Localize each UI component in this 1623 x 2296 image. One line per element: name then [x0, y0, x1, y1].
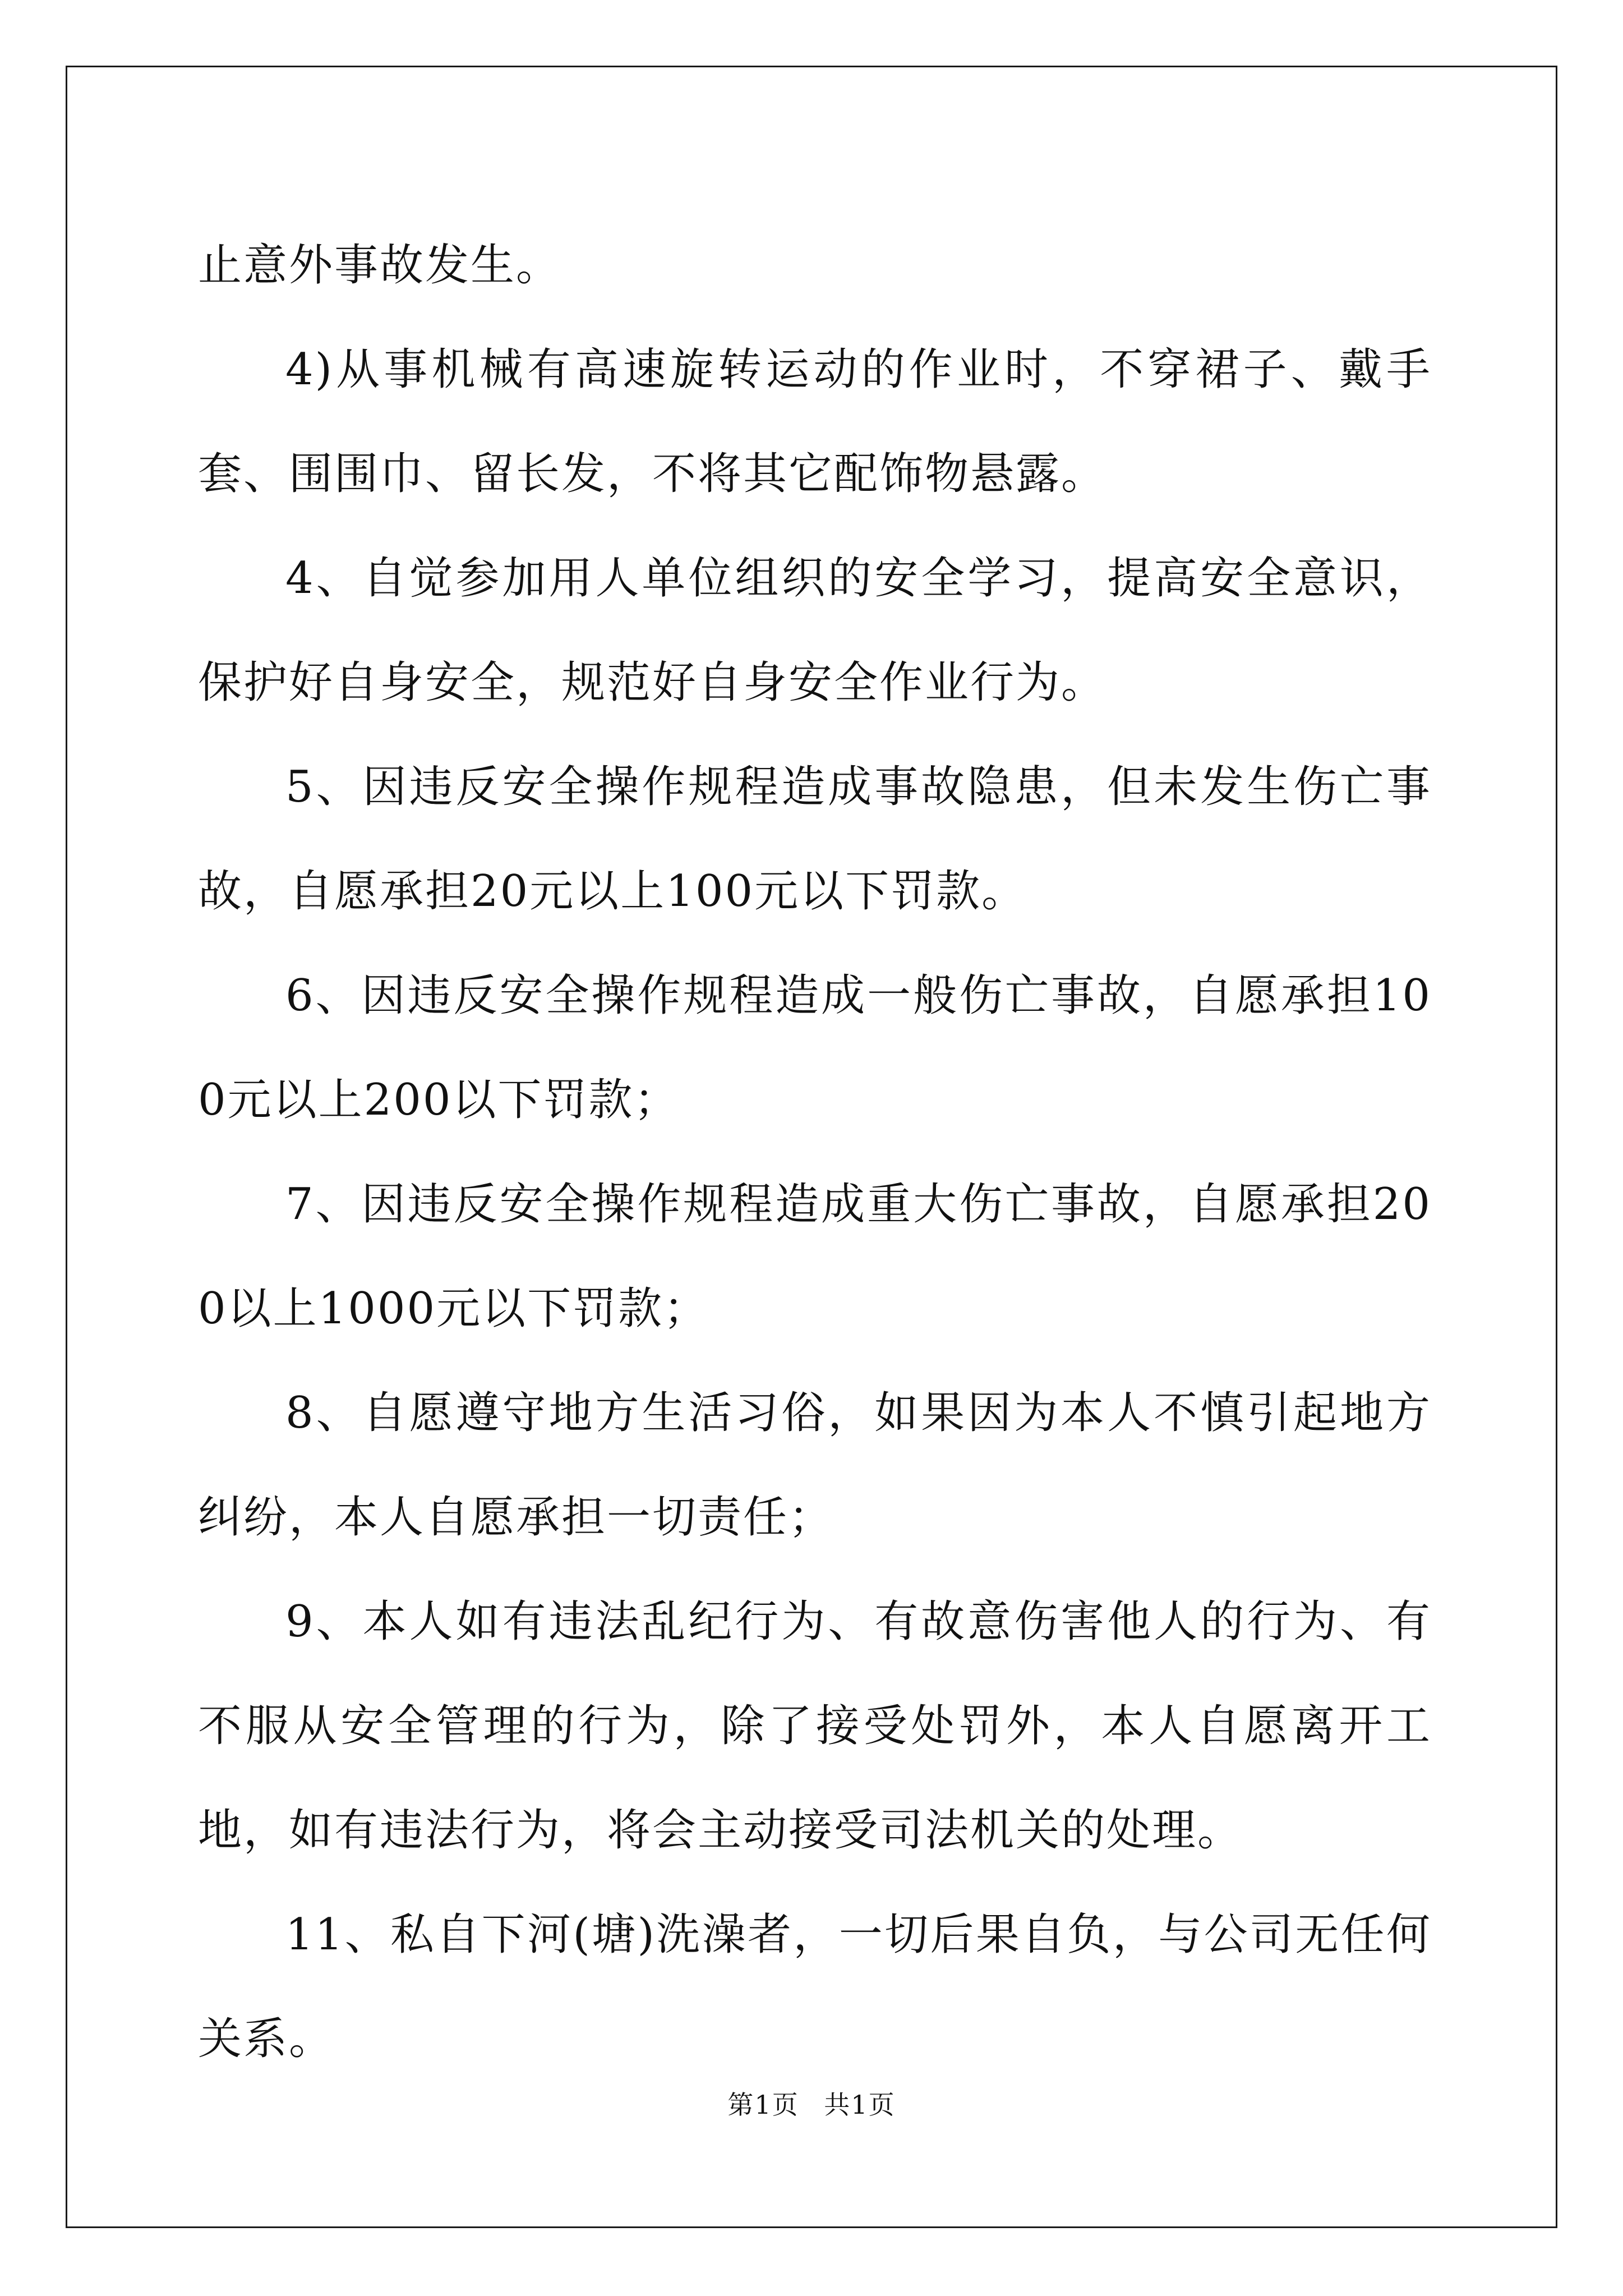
paragraph: 4、自觉参加用人单位组织的安全学习，提高安全意识，保护好自身安全，规范好自身安全作业行为。 — [198, 553, 1432, 708]
paragraph: 11、私自下河(塘)洗澡者，一切后果自负，与公司无任何关系。 — [198, 1910, 1432, 2064]
paragraph: 9、本人如有违法乱纪行为、有故意伤害他人的行为、有不服从安全管理的行为，除了接受处罚外，本人自愿离开工地，如有违法行为，将会主动接受司法机关的处理。 — [198, 1596, 1432, 1856]
paragraph: 5、因违反安全操作规程造成事故隐患，但未发生伤亡事故，自愿承担20元以上100元以下罚款。 — [198, 762, 1432, 917]
paragraph: 7、因违反安全操作规程造成重大伤亡事故，自愿承担200以上1000元以下罚款； — [198, 1179, 1432, 1334]
document-body — [198, 213, 1432, 2091]
paragraph: 8、自愿遵守地方生活习俗，如果因为本人不慎引起地方纠纷，本人自愿承担一切责任； — [198, 1388, 1432, 1543]
page-footer: 第1页 共1页 — [727, 2090, 896, 2120]
paragraph: 6、因违反安全操作规程造成一般伤亡事故，自愿承担100元以上200以下罚款； — [198, 970, 1432, 1125]
paragraph: 止意外事故发生。 — [198, 240, 562, 291]
paragraph: 4)从事机械有高速旋转运动的作业时，不穿裙子、戴手套、围围巾、留长发，不将其它配饰物悬露。 — [198, 344, 1432, 499]
